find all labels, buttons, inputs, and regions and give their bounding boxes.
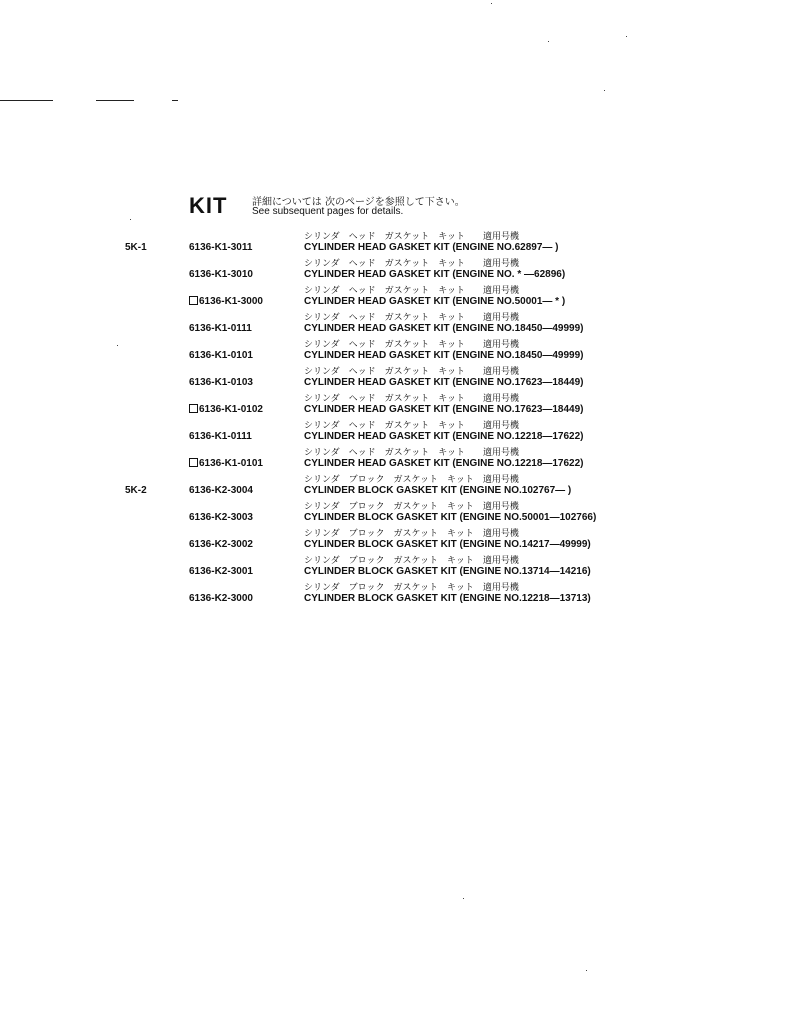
scan-speck <box>130 219 131 220</box>
japanese-description: シリンダ ヘッド ガスケット キット 適用号機 <box>304 421 520 431</box>
list-item <box>0 553 785 580</box>
top-rule-left <box>0 100 53 101</box>
details-note-english: See subsequent pages for details. <box>252 206 404 217</box>
list-item <box>0 580 785 607</box>
japanese-description: シリンダ ヘッド ガスケット キット 適用号機 <box>304 259 520 269</box>
japanese-description: シリンダ ヘッド ガスケット キット 適用号機 <box>304 394 520 404</box>
japanese-description: シリンダ ヘッド ガスケット キット 適用号機 <box>304 286 520 296</box>
list-item <box>0 310 785 337</box>
part-number: 6136-K1-0102 <box>189 404 263 415</box>
part-number: 6136-K1-0103 <box>189 377 253 388</box>
list-item <box>0 391 785 418</box>
japanese-description: シリンダ ブロック ガスケット キット 適用号機 <box>304 529 519 539</box>
part-description: CYLINDER HEAD GASKET KIT (ENGINE NO.12218—17622) <box>304 431 584 442</box>
scan-speck <box>491 3 492 4</box>
part-description: CYLINDER HEAD GASKET KIT (ENGINE NO.50001— * ) <box>304 296 566 307</box>
part-number: 6136-K2-3001 <box>189 566 253 577</box>
page-title: KIT <box>189 193 228 218</box>
part-number: 6136-K1-3000 <box>189 296 263 307</box>
part-description: CYLINDER HEAD GASKET KIT (ENGINE NO.18450—49999) <box>304 350 584 361</box>
list-item <box>0 229 785 256</box>
list-item <box>0 499 785 526</box>
part-number: 6136-K2-3004 <box>189 485 253 496</box>
part-number: 6136-K2-3000 <box>189 593 253 604</box>
list-item <box>0 526 785 553</box>
japanese-description: シリンダ ヘッド ガスケット キット 適用号機 <box>304 232 520 242</box>
japanese-description: シリンダ ヘッド ガスケット キット 適用号機 <box>304 367 520 377</box>
part-number: 6136-K1-0101 <box>189 458 263 469</box>
list-item <box>0 445 785 472</box>
list-item <box>0 256 785 283</box>
part-description: CYLINDER HEAD GASKET KIT (ENGINE NO.62897— ) <box>304 242 559 253</box>
part-number: 6136-K2-3003 <box>189 512 253 523</box>
japanese-description: シリンダ ヘッド ガスケット キット 適用号機 <box>304 448 520 458</box>
part-description: CYLINDER BLOCK GASKET KIT (ENGINE NO.14217—49999) <box>304 539 591 550</box>
part-number: 6136-K1-0101 <box>189 350 253 361</box>
details-note-japanese: 詳細については 次のページを参照して下さい。 <box>252 197 465 208</box>
part-description: CYLINDER BLOCK GASKET KIT (ENGINE NO.12218—13713) <box>304 593 591 604</box>
scan-speck <box>548 41 549 42</box>
japanese-description: シリンダ ブロック ガスケット キット 適用号機 <box>304 583 519 593</box>
group-code: 5K-2 <box>125 485 147 496</box>
list-item <box>0 418 785 445</box>
list-item <box>0 283 785 310</box>
japanese-description: シリンダ ヘッド ガスケット キット 適用号機 <box>304 340 520 350</box>
part-number: 6136-K1-3010 <box>189 269 253 280</box>
checkbox-square-icon <box>189 458 198 467</box>
part-description: CYLINDER BLOCK GASKET KIT (ENGINE NO.13714—14216) <box>304 566 591 577</box>
list-item <box>0 364 785 391</box>
part-description: CYLINDER HEAD GASKET KIT (ENGINE NO.17623—18449) <box>304 377 584 388</box>
part-number: 6136-K1-0111 <box>189 323 252 334</box>
japanese-description: シリンダ ヘッド ガスケット キット 適用号機 <box>304 313 520 323</box>
list-item <box>0 472 785 499</box>
japanese-description: シリンダ ブロック ガスケット キット 適用号機 <box>304 556 519 566</box>
japanese-description: シリンダ ブロック ガスケット キット 適用号機 <box>304 502 519 512</box>
checkbox-square-icon <box>189 404 198 413</box>
checkbox-square-icon <box>189 296 198 305</box>
group-code: 5K-1 <box>125 242 147 253</box>
top-rule-right <box>172 100 178 101</box>
scan-speck <box>604 90 605 91</box>
part-description: CYLINDER HEAD GASKET KIT (ENGINE NO.17623—18449) <box>304 404 584 415</box>
part-description: CYLINDER HEAD GASKET KIT (ENGINE NO. * —62896) <box>304 269 566 280</box>
part-description: CYLINDER BLOCK GASKET KIT (ENGINE NO.50001—102766) <box>304 512 597 523</box>
scan-speck <box>626 36 627 37</box>
scan-speck <box>586 970 587 971</box>
part-number: 6136-K2-3002 <box>189 539 253 550</box>
list-item <box>0 337 785 364</box>
part-description: CYLINDER BLOCK GASKET KIT (ENGINE NO.102767— ) <box>304 485 572 496</box>
part-description: CYLINDER HEAD GASKET KIT (ENGINE NO.12218—17622) <box>304 458 584 469</box>
top-rule-middle <box>96 100 134 101</box>
scan-speck <box>463 898 464 899</box>
kit-parts-list <box>0 229 785 607</box>
part-description: CYLINDER HEAD GASKET KIT (ENGINE NO.18450—49999) <box>304 323 584 334</box>
part-number: 6136-K1-0111 <box>189 431 252 442</box>
part-number: 6136-K1-3011 <box>189 242 253 253</box>
japanese-description: シリンダ ブロック ガスケット キット 適用号機 <box>304 475 519 485</box>
